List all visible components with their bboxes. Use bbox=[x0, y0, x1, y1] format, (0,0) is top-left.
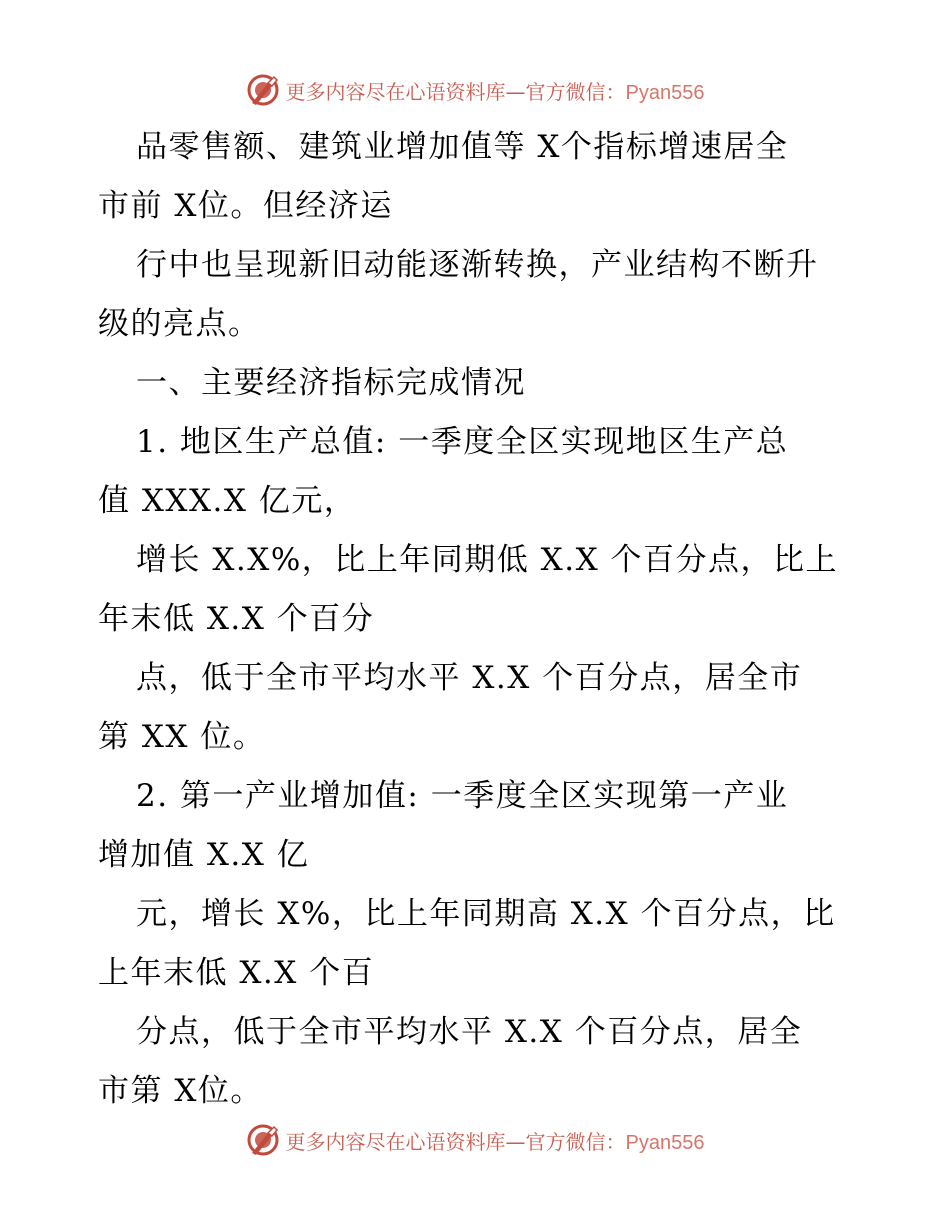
text-line: 增加值 X.X 亿 bbox=[98, 837, 310, 873]
text-line: 上年末低 X.X 个百 bbox=[98, 955, 375, 991]
text-line: 市第 X位。 bbox=[98, 1073, 263, 1109]
text-line: 级的亮点。 bbox=[98, 306, 261, 342]
footer-watermark bbox=[0, 1120, 950, 1160]
watermark-text: 更多内容尽在心语资料库—官方微信：Pyan556 bbox=[285, 79, 705, 104]
text-line: 第 XX 位。 bbox=[98, 719, 266, 755]
pen-logo-icon bbox=[246, 73, 280, 107]
text-line: 分点，低于全市平均水平 X.X 个百分点，居全 bbox=[136, 1014, 803, 1050]
text-line: 品零售额、建筑业增加值等 X个指标增速居全 bbox=[136, 129, 789, 165]
text-line: 点，低于全市平均水平 X.X 个百分点，居全市 bbox=[136, 660, 803, 696]
document-body bbox=[98, 118, 858, 1121]
text-line: 年末低 X.X 个百分 bbox=[98, 601, 375, 637]
header-watermark bbox=[0, 70, 950, 110]
text-line: 值 XXX.X 亿元， bbox=[98, 483, 357, 519]
text-line: 1. 地区生产总值: 一季度全区实现地区生产总 bbox=[136, 424, 789, 460]
pen-logo-icon bbox=[246, 1123, 280, 1157]
text-line: 元，增长 X%，比上年同期高 X.X 个百分点，比 bbox=[136, 896, 836, 932]
text-line: 一、主要经济指标完成情况 bbox=[136, 365, 526, 401]
text-line: 增长 X.X%，比上年同期低 X.X 个百分点，比上 bbox=[136, 542, 839, 578]
text-line: 市前 X位。但经济运 bbox=[98, 188, 393, 224]
text-line: 2. 第一产业增加值: 一季度全区实现第一产业 bbox=[136, 778, 789, 814]
text-line: 行中也呈现新旧动能逐渐转换，产业结构不断升 bbox=[136, 247, 819, 283]
watermark-text: 更多内容尽在心语资料库—官方微信：Pyan556 bbox=[285, 1129, 705, 1154]
